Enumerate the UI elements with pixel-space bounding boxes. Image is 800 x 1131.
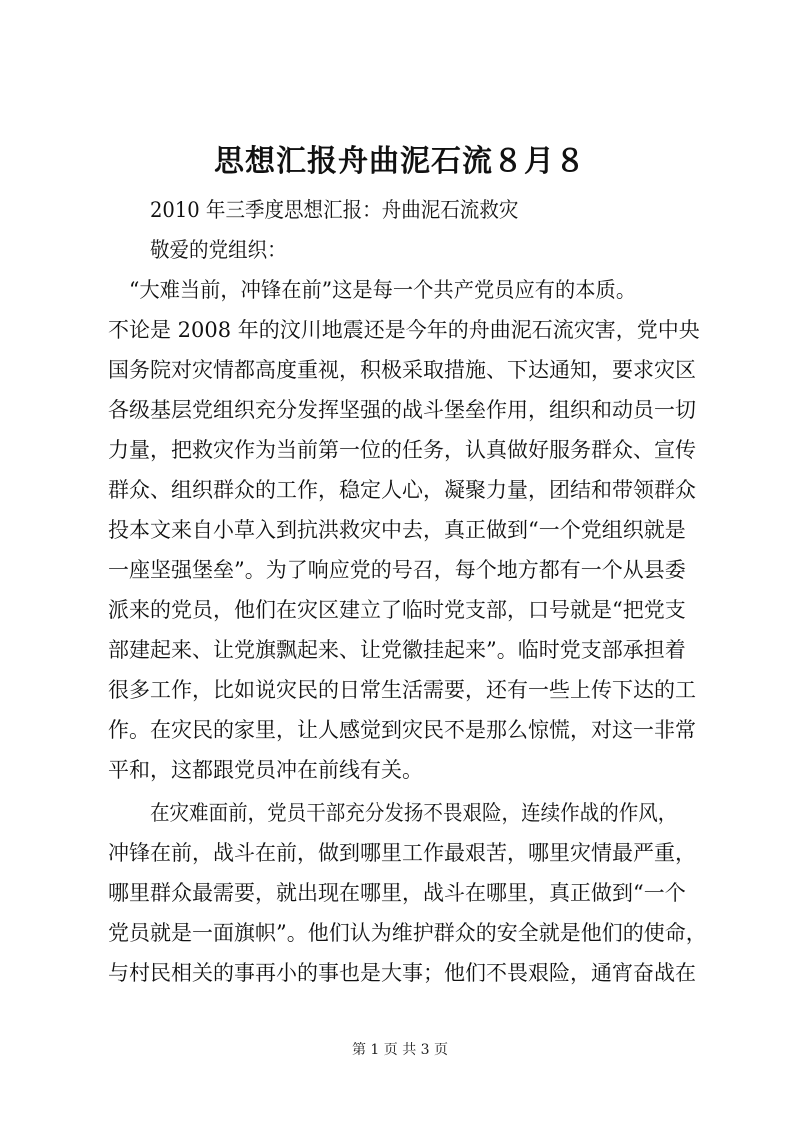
paragraph2-line: 哪里群众最需要，就出现在哪里，战斗在哪里，真正做到“一个 (108, 881, 686, 905)
paragraph2-line: 冲锋在前，战斗在前，做到哪里工作最艰苦，哪里灾情最严重， (108, 841, 696, 865)
page-footer: 第 1 页 共 3 页 (351, 1042, 449, 1058)
paragraph2-line: 在灾难面前，党员干部充分发扬不畏艰险，连续作战的作风， (150, 801, 678, 825)
paragraph1-line: 一座坚强堡垒”。为了响应党的号召，每个地方都有一个从县委 (108, 558, 686, 582)
paragraph1-line: 不论是 2008 年的汶川地震还是今年的舟曲泥石流灾害，党中央 (108, 318, 700, 342)
paragraph1-line: 派来的党员，他们在灾区建立了临时党支部，口号就是“把党支 (108, 598, 686, 622)
paragraph1-line: 力量，把救灾作为当前第一位的任务，认真做好服务群众、宣传 (108, 438, 696, 462)
paragraph1-line: 作。在灾民的家里，让人感觉到灾民不是那么惊慌，对这一非常 (108, 718, 696, 742)
paragraph1-line: 国务院对灾情都高度重视，积极采取措施、下达通知，要求灾区 (108, 358, 696, 382)
salutation-line: 敬爱的党组织： (150, 238, 287, 262)
document-title: 思想汇报舟曲泥石流８月８ (214, 144, 586, 179)
paragraph1-line: 各级基层党组织充分发挥坚强的战斗堡垒作用，组织和动员一切 (108, 398, 696, 422)
subtitle-line: 2010 年三季度思想汇报：舟曲泥石流救灾 (150, 198, 519, 222)
paragraph2-line: 与村民相关的事再小的事也是大事；他们不畏艰险，通宵奋战在 (108, 961, 696, 985)
paragraph1-line: “大难当前，冲锋在前”这是每一个共产党员应有的本质。 (129, 278, 637, 302)
paragraph1-line: 投本文来自小草入到抗洪救灾中去，真正做到“一个党组织就是 (108, 518, 686, 542)
paragraph1-line: 部建起来、让党旗飘起来、让党徽挂起来”。临时党支部承担着 (108, 638, 686, 662)
paragraph1-line: 平和，这都跟党员冲在前线有关。 (108, 758, 423, 782)
paragraph1-line: 很多工作，比如说灾民的日常生活需要，还有一些上传下达的工 (108, 678, 696, 702)
paragraph2-line: 党员就是一面旗帜”。他们认为维护群众的安全就是他们的使命， (108, 921, 707, 945)
paragraph1-line: 群众、组织群众的工作，稳定人心，凝聚力量，团结和带领群众 (108, 478, 696, 502)
